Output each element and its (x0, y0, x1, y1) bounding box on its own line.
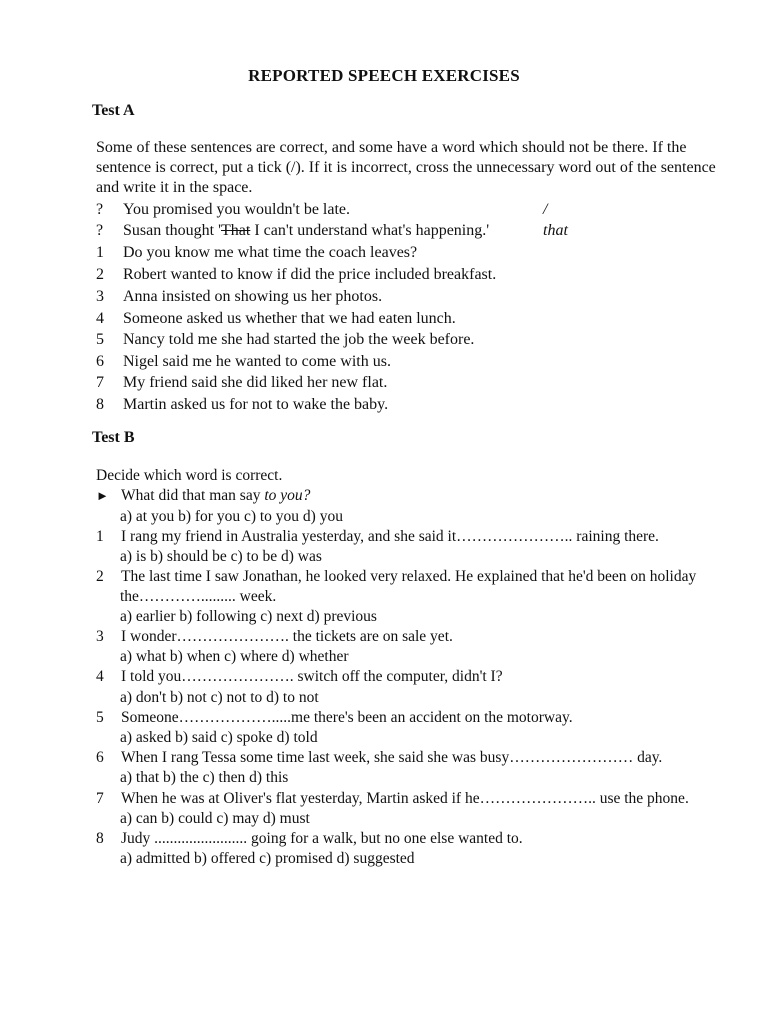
item-options: a) that b) the c) then d) this (120, 769, 289, 786)
item-question-continued: the…………......... week. (120, 588, 277, 605)
item-question: I rang my friend in Australia yesterday, and she said it………………….. raining there. (121, 528, 659, 545)
test-b-example (96, 486, 310, 506)
item-question: The last time I saw Jonathan, he looked very relaxed. He explained that he'd been on holiday (121, 568, 697, 585)
test-a-example-2 (96, 221, 489, 241)
item-number: 2 (96, 266, 104, 283)
test-a-heading: Test A (92, 102, 135, 119)
page-title: REPORTED SPEECH EXERCISES (248, 66, 520, 85)
test-a-item (96, 373, 387, 393)
test-a-item (96, 265, 496, 285)
item-options: a) can b) could c) may d) must (120, 810, 310, 827)
struck-word: That (221, 222, 251, 239)
test-b-item (96, 527, 659, 547)
test-b-item (96, 667, 503, 687)
item-sentence: Someone asked us whether that we had eaten lunch. (123, 310, 456, 327)
pointer-arrow-icon: ► (96, 488, 109, 503)
item-number: 7 (96, 790, 104, 807)
item-number: 5 (96, 331, 104, 348)
test-a-item (96, 243, 417, 263)
test-a-item (96, 287, 382, 307)
item-options: a) earlier b) following c) next d) previous (120, 608, 377, 625)
item-sentence: Anna insisted on showing us her photos. (123, 288, 383, 305)
item-question: I wonder…………………. the tickets are on sale yet. (121, 628, 453, 645)
item-number: 3 (96, 628, 104, 645)
item-options: a) asked b) said c) spoke d) told (120, 729, 318, 746)
item-question: Someone……………….....me there's been an accident on the motorway. (121, 709, 573, 726)
item-options: a) don't b) not c) not to d) to not (120, 689, 319, 706)
test-b-item (96, 829, 523, 849)
item-number: 3 (96, 288, 104, 305)
test-a-item (96, 309, 456, 329)
item-question: When I rang Tessa some time last week, she said she was busy…………………… day. (121, 749, 663, 766)
item-number: 2 (96, 568, 104, 585)
example-answer: that (543, 222, 568, 239)
example-question-italic: to you? (264, 487, 311, 504)
item-options: a) is b) should be c) to be d) was (120, 548, 322, 565)
example-sentence: You promised you wouldn't be late. (123, 201, 351, 218)
test-b-instructions: Decide which word is correct. (96, 467, 283, 484)
item-number: 8 (96, 830, 104, 847)
test-a-example-1 (96, 200, 350, 220)
item-sentence: Nigel said me he wanted to come with us. (123, 353, 391, 370)
test-a-item (96, 352, 391, 372)
example-answer: / (543, 201, 548, 218)
example-options: a) at you b) for you c) to you d) you (120, 508, 343, 525)
item-question: When he was at Oliver's flat yesterday, Martin asked if he………………….. use the phone. (121, 790, 689, 807)
test-a-item (96, 395, 388, 415)
example-number: ? (96, 222, 104, 239)
item-number: 1 (96, 528, 104, 545)
item-number: 6 (96, 353, 104, 370)
item-options: a) what b) when c) where d) whether (120, 648, 349, 665)
test-a-item (96, 330, 474, 350)
example-number: ? (96, 201, 104, 218)
item-number: 8 (96, 396, 104, 413)
item-number: 4 (96, 310, 104, 327)
item-number: 5 (96, 709, 104, 726)
item-number: 7 (96, 374, 104, 391)
item-sentence: Nancy told me she had started the job the week before. (123, 331, 475, 348)
test-b-item (96, 627, 453, 647)
item-sentence: My friend said she did liked her new flat. (123, 374, 388, 391)
example-sentence-start: Susan thought ' (123, 222, 221, 239)
test-b-item (96, 567, 696, 587)
test-b-item (96, 708, 573, 728)
example-question: What did that man say (121, 487, 265, 504)
item-sentence: Do you know me what time the coach leaves? (123, 244, 418, 261)
example-sentence-end: I can't understand what's happening.' (250, 222, 490, 239)
item-number: 1 (96, 244, 104, 261)
item-question: I told you…………………. switch off the computer, didn't I? (121, 668, 503, 685)
item-number: 6 (96, 749, 104, 766)
test-b-item (96, 748, 662, 768)
item-question: Judy ........................ going for a walk, but no one else wanted to. (121, 830, 523, 847)
item-sentence: Robert wanted to know if did the price included breakfast. (123, 266, 497, 283)
test-b-heading: Test B (92, 429, 135, 446)
test-b-item (96, 789, 689, 809)
item-sentence: Martin asked us for not to wake the baby. (123, 396, 389, 413)
test-a-instructions: Some of these sentences are correct, and some have a word which should not be there. If the sentence is correct, put a tick (/). If it is incorrect, cross the unnecessary word out of the sentence and write it in the space. (96, 139, 716, 196)
item-number: 4 (96, 668, 104, 685)
item-options: a) admitted b) offered c) promised d) suggested (120, 850, 415, 867)
